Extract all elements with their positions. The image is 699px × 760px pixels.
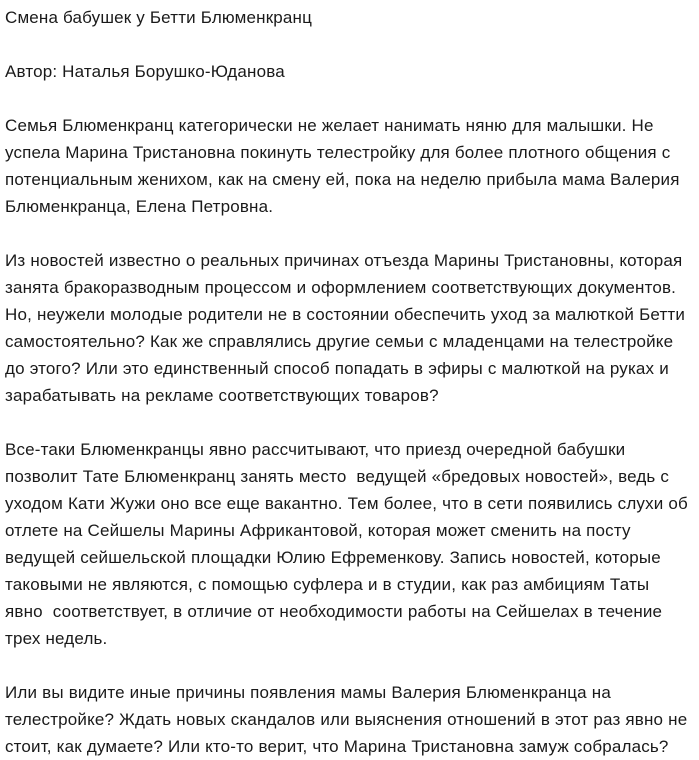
article-paragraph: Или вы видите иные причины появления мамы Валерия Блюменкранца на телестройке? Ждать новых скандалов или выяснения отношений в этот раз явно не стоит, как думаете? Или кто-то верит, что Марина Тристановна замуж собралась? — [5, 683, 693, 756]
article-byline: Автор: Наталья Борушко-Юданова — [5, 62, 285, 81]
article-paragraph: Все-таки Блюменкранцы явно рассчитывают, что приезд очередной бабушки позволит Тате Блюменкранц занять место ведущей «бредовых новостей», ведь с уходом Кати Жужи оно все еще вакантно. Тем более, что в сети появились слухи об отлете на Сейшелы Марины Африкантовой, которая может сменить на посту ведущей сейшельской площадки Юлию Ефременкову. Запись новостей, которые таковыми не являются, с помощью суфлера и в студии, как раз амбициям Таты явно соответствует, в отличие от необходимости работы на Сейшелах в течение трех недель. — [5, 440, 693, 648]
article-title: Смена бабушек у Бетти Блюменкранц — [5, 8, 313, 27]
article-paragraph: Семья Блюменкранц категорически не желает нанимать няню для малышки. Не успела Марина Тристановна покинуть телестройку для более плотного общения с потенциальным женихом, как на смену ей, пока на неделю прибыла мама Валерия Блюменкранца, Елена Петровна. — [5, 116, 685, 216]
article-paragraph: Из новостей известно о реальных причинах отъезда Марины Тристановны, которая занята бракоразводным процессом и оформлением соответствующих документов. Но, неужели молодые родители не в состоянии обеспечить уход за малюткой Бетти самостоятельно? Как же справлялись другие семьи с младенцами на телестройке до этого? Или это единственный способ попадать в эфиры с малюткой на руках и зарабатывать на рекламе соответствующих товаров? — [5, 251, 691, 405]
